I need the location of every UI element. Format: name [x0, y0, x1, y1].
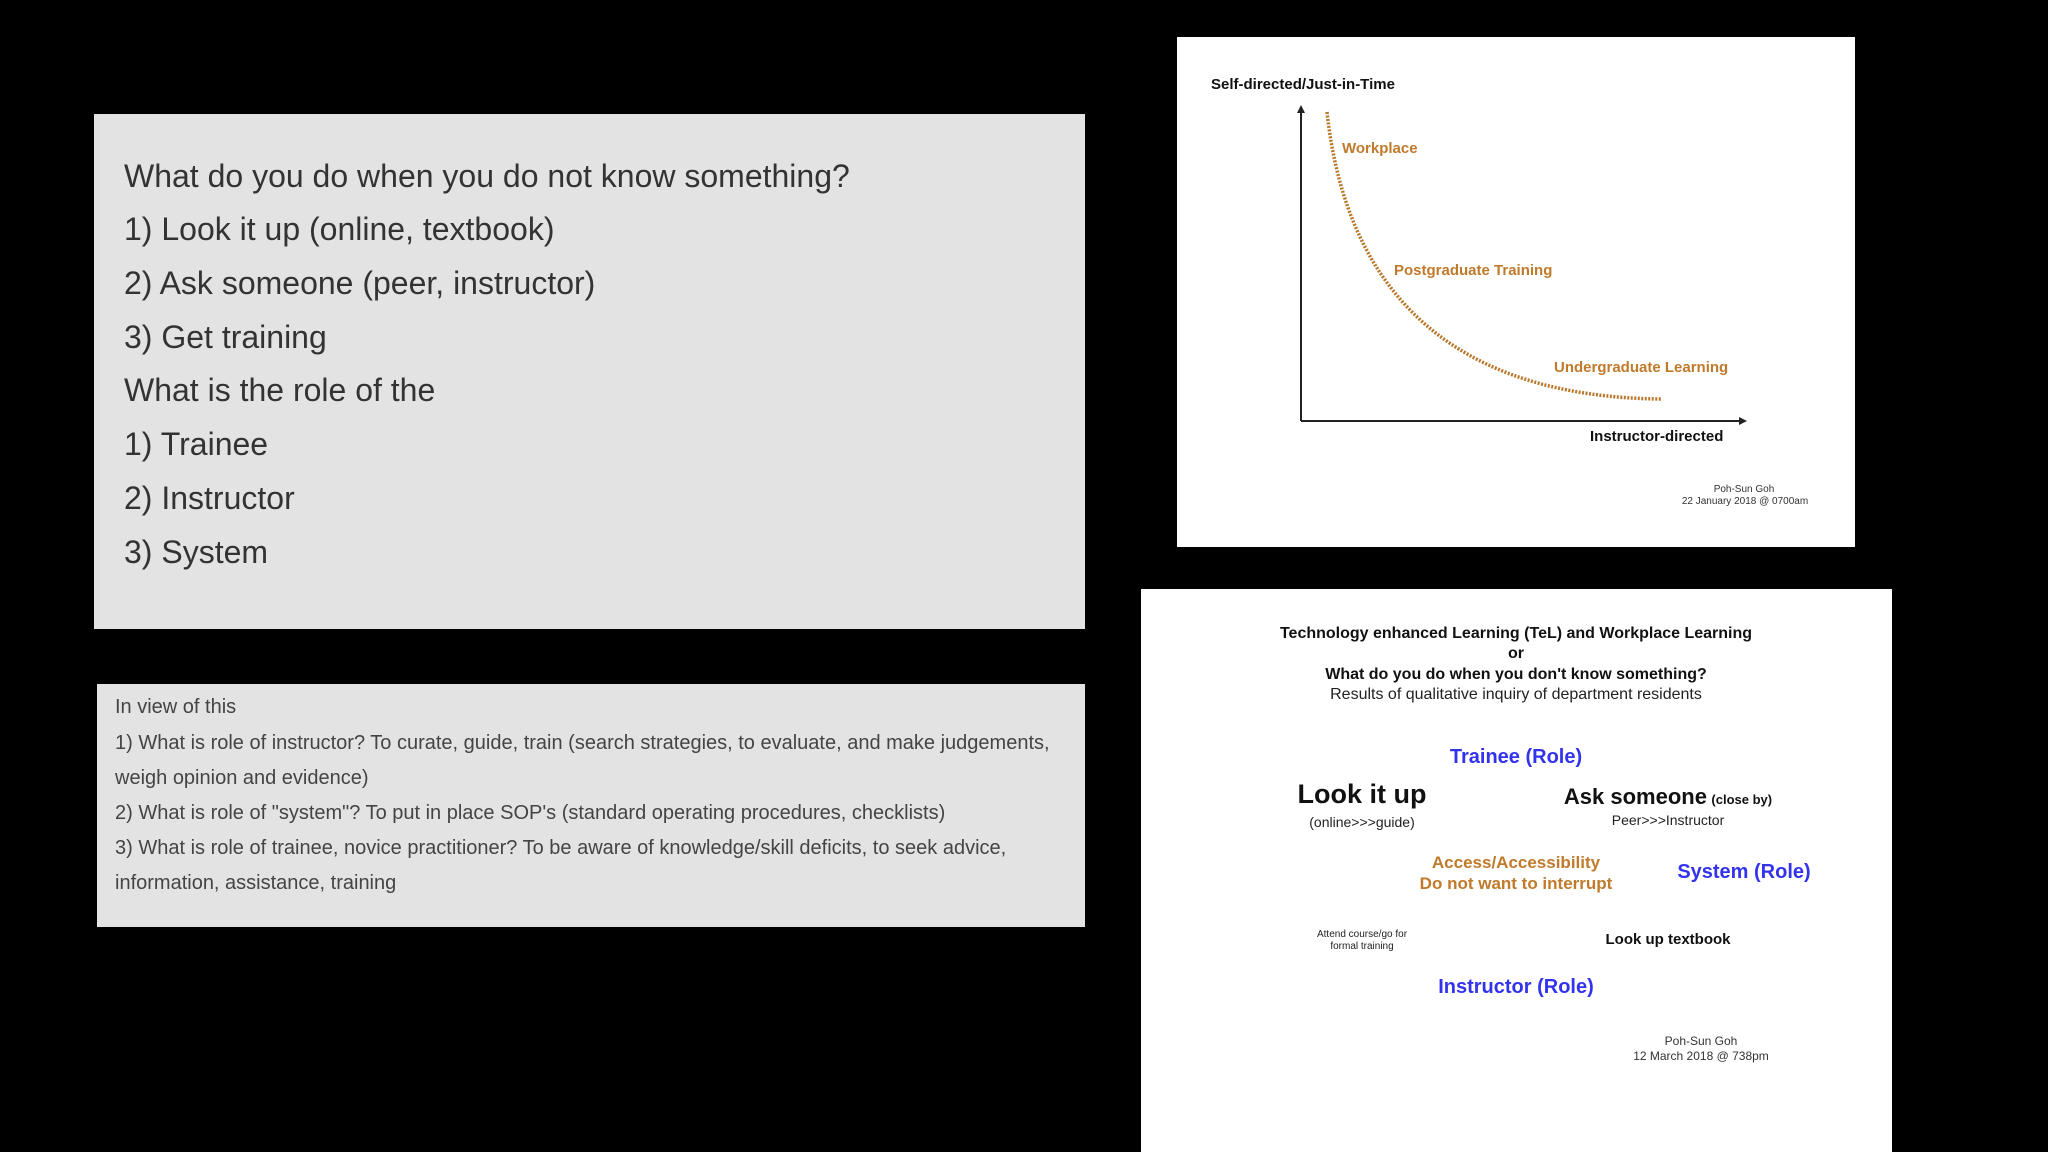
ask-someone-sublabel: Peer>>>Instructor [1611, 812, 1725, 828]
question-line: 3) Get training [124, 319, 327, 355]
ask-someone-label: Ask someone [1563, 784, 1707, 809]
annotation-workplace: Workplace [1342, 140, 1418, 157]
question-line: What is the role of the [124, 372, 436, 408]
question-line: 1) Look it up (online, textbook) [124, 211, 555, 247]
questions-slide [94, 114, 1085, 629]
x-axis-label: Instructor-directed [1590, 428, 1724, 445]
y-axis-label: Self-directed/Just-in-Time [1211, 76, 1395, 93]
question-line: 3) System [124, 534, 269, 570]
notes-slide [97, 684, 1085, 927]
diagram-question: What do you do when you don't know something? [1325, 666, 1707, 683]
ask-someone-qualifier: (close by) [1711, 792, 1773, 807]
notes-item-system: 2) What is role of "system"? To put in place SOP's (standard operating procedures, checklists) [115, 802, 946, 824]
attend-course-label: Attend course/go for [1316, 929, 1408, 940]
diagram-credit-author: Poh-Sun Goh [1664, 1034, 1738, 1048]
formal-training-label: formal training [1330, 941, 1394, 952]
notes-intro: In view of this [115, 696, 237, 718]
diagram-title: Technology enhanced Learning (TeL) and Workplace Learning [1279, 625, 1753, 642]
question-line: 2) Instructor [124, 480, 295, 516]
annotation-postgraduate: Postgraduate Training [1394, 262, 1553, 279]
diagram-subtitle: Results of qualitative inquiry of department residents [1330, 686, 1702, 703]
access-label: Access/Accessibility [1431, 853, 1601, 872]
instructor-role-label: Instructor (Role) [1438, 976, 1594, 998]
roles-diagram [1141, 589, 1892, 1152]
look-up-textbook-label: Look up textbook [1605, 931, 1731, 948]
x-axis-arrow [1739, 417, 1747, 425]
trainee-role-label: Trainee (Role) [1449, 746, 1583, 768]
chart-svg [1177, 37, 1855, 547]
question-line: 1) Trainee [124, 426, 269, 462]
diagram-credit-date: 12 March 2018 @ 738pm [1633, 1049, 1769, 1063]
ask-someone-group [1564, 784, 1772, 810]
question-line: What do you do when you do not know something? [124, 158, 850, 194]
notes-item-trainee: 3) What is role of trainee, novice practitioner? To be aware of knowledge/skill deficits, to seek advice, information, assistance, training [115, 837, 1007, 894]
learning-curve-chart [1177, 37, 1855, 547]
chart-credit-author: Poh-Sun Goh [1713, 484, 1775, 495]
look-it-up-label: Look it up [1297, 779, 1427, 809]
interrupt-label: Do not want to interrupt [1419, 874, 1613, 893]
diagram-title-or: or [1508, 645, 1524, 662]
system-role-label: System (Role) [1677, 861, 1811, 883]
question-line: 2) Ask someone (peer, instructor) [124, 265, 596, 301]
annotation-undergraduate: Undergraduate Learning [1554, 359, 1729, 376]
chart-credit-date: 22 January 2018 @ 0700am [1681, 496, 1809, 507]
notes-item-instructor: 1) What is role of instructor? To curate, guide, train (search strategies, to evaluate, and make judgements, weigh opinion and evidence) [115, 732, 1050, 789]
look-it-up-sublabel: (online>>>guide) [1309, 814, 1415, 830]
y-axis-arrow [1297, 105, 1305, 113]
